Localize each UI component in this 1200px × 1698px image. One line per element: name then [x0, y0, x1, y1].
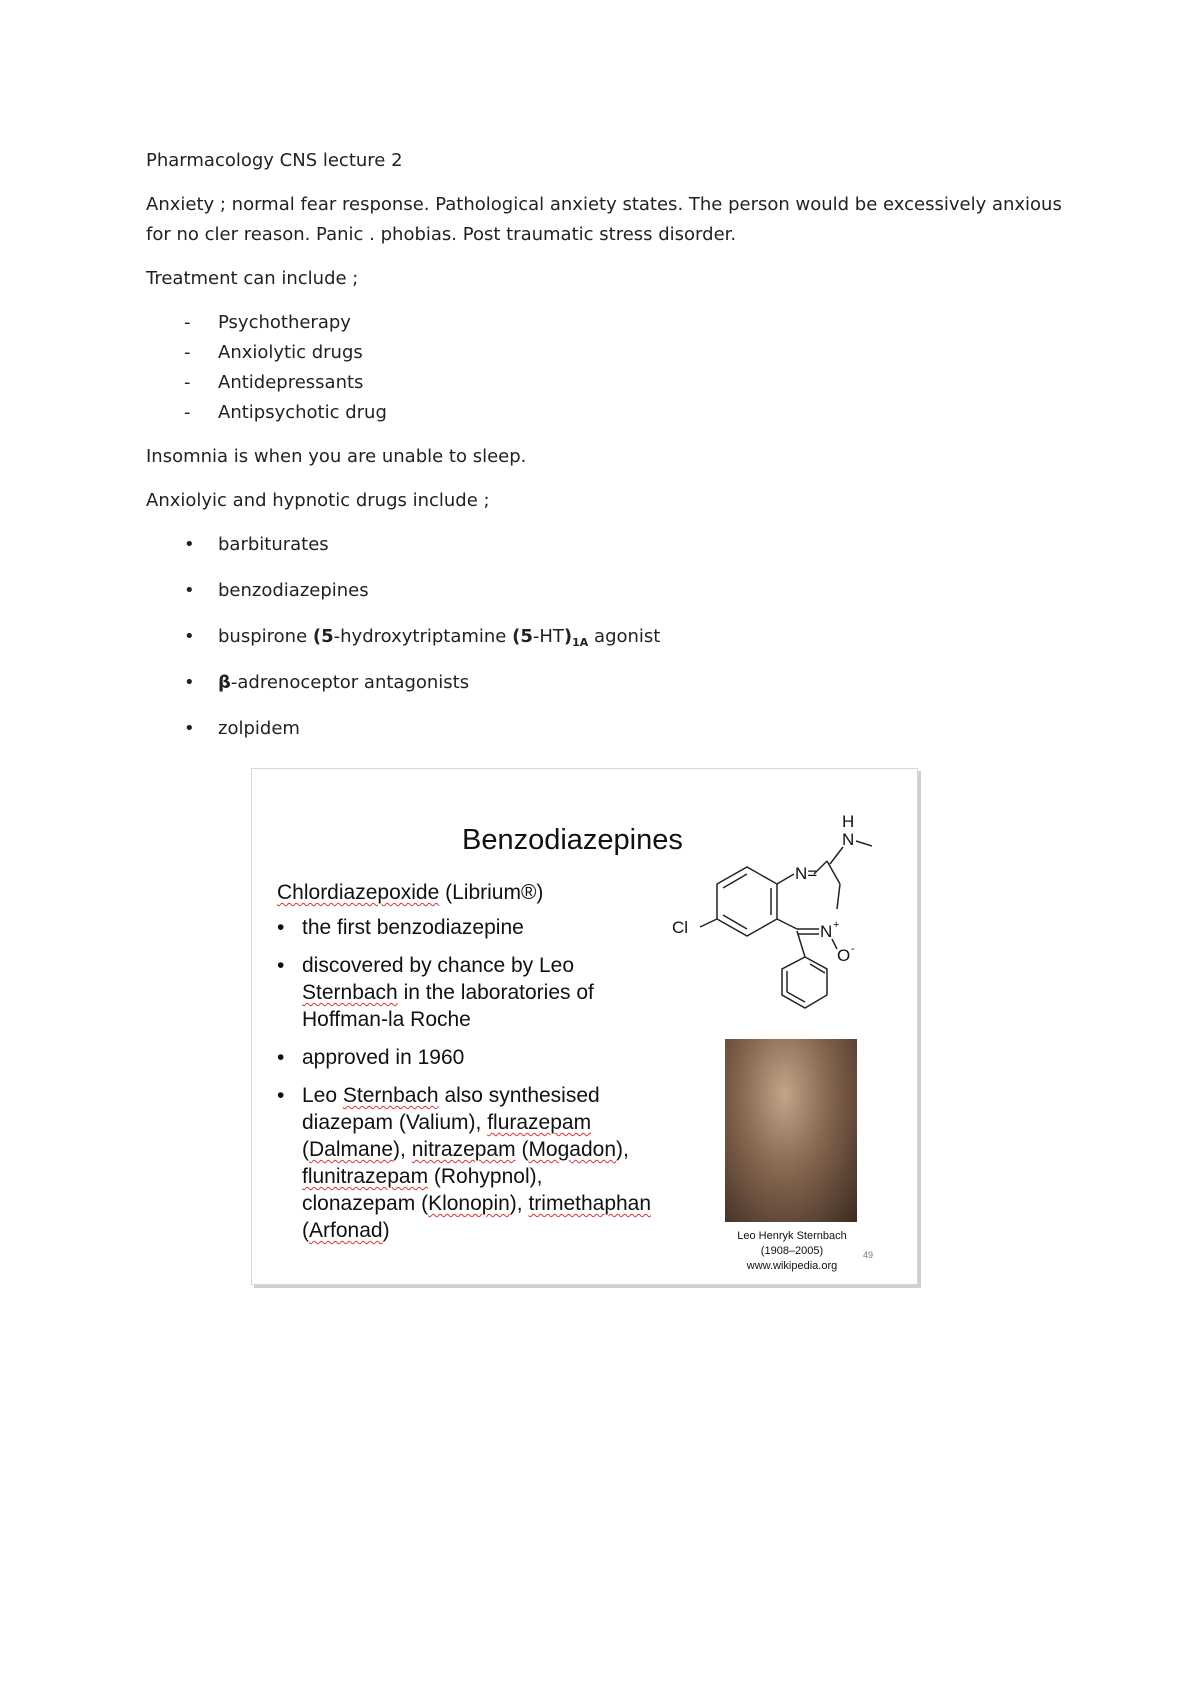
drug-item-text: barbiturates — [218, 534, 329, 555]
dash-marker: - — [184, 312, 191, 333]
atom-label: H — [842, 812, 855, 831]
list-item — [277, 914, 657, 941]
list-item — [146, 368, 1086, 398]
text-fragment: -HT — [532, 626, 564, 647]
text-fragment: flurazepam — [487, 1111, 592, 1134]
chlordiazepoxide-structure-diagram — [672, 799, 872, 1019]
embedded-slide — [251, 768, 918, 1285]
charge-label: + — [833, 919, 840, 931]
text-fragment: buspirone — [218, 626, 313, 647]
text-fragment: flunitrazepam — [302, 1165, 429, 1188]
text-fragment: ), — [616, 1138, 629, 1161]
text-fragment: discovered by chance by Leo — [302, 954, 575, 977]
bond — [856, 841, 872, 846]
list-item — [146, 622, 1086, 652]
text-fragment: Sternbach — [302, 981, 398, 1004]
list-item — [277, 952, 657, 1033]
slide-title: Benzodiazepines — [462, 824, 683, 856]
atom-label: O — [837, 946, 851, 965]
caption-years: (1908–2005) — [760, 1245, 824, 1257]
text-fragment: Arfonad — [309, 1219, 383, 1242]
slide-body — [277, 879, 657, 1255]
caption-source: www.wikipedia.org — [746, 1260, 838, 1272]
text-fragment: ( — [302, 1138, 309, 1161]
bullet-marker: • — [184, 626, 195, 647]
treatment-item-text: Antipsychotic drug — [218, 402, 387, 423]
text-fragment: Chlordiazepoxide — [277, 881, 440, 904]
treatment-item-text: Anxiolytic drugs — [218, 342, 363, 363]
atom-label: N — [842, 830, 855, 849]
bond — [830, 847, 843, 864]
bond — [827, 861, 840, 884]
text-fragment: Sternbach — [342, 1084, 439, 1107]
bond — [837, 884, 840, 909]
slide-heading — [277, 879, 657, 906]
document-title: Pharmacology CNS lecture 2 — [146, 150, 403, 171]
bond — [797, 931, 805, 957]
text-fragment: ), — [393, 1138, 412, 1161]
text-fragment: Mogadon — [528, 1138, 617, 1161]
drugs-list — [146, 530, 1086, 744]
text-fragment: (Librium®) — [439, 881, 544, 904]
slide-page-number: 49 — [863, 1250, 874, 1260]
dash-marker: - — [184, 402, 191, 423]
bond — [700, 919, 717, 927]
treatment-list — [146, 308, 1086, 428]
bond — [777, 919, 797, 929]
atom-label: N= — [795, 864, 818, 883]
text-fragment: in the laboratories of Hoffman-la Roche — [302, 981, 594, 1031]
list-item — [146, 338, 1086, 368]
bullet-marker: • — [277, 954, 285, 977]
double-bond — [723, 915, 747, 929]
bullet-marker: • — [184, 580, 195, 601]
drug-item-text: benzodiazepines — [218, 580, 369, 601]
text-fragment: ) — [382, 1219, 390, 1242]
atom-label: Cl — [672, 918, 689, 937]
list-item — [146, 668, 1086, 698]
bullet-marker: • — [277, 1084, 285, 1107]
dash-marker: - — [184, 342, 191, 363]
text-fragment: trimethaphan — [528, 1192, 652, 1215]
subscript: 1A — [572, 636, 589, 649]
drug-item-text — [218, 626, 660, 647]
bullet-marker: • — [184, 672, 195, 693]
double-bond — [787, 992, 805, 1002]
list-item — [277, 1082, 657, 1244]
text-fragment: ( — [515, 1138, 529, 1161]
text-fragment: Leo — [302, 1084, 343, 1107]
benzene-ring — [717, 867, 777, 936]
text-fragment: (5 — [512, 626, 533, 647]
text-fragment: nitrazepam — [411, 1138, 516, 1161]
text-fragment: ) — [563, 626, 573, 647]
treatment-item-text: Psychotherapy — [218, 312, 351, 333]
caption-name: Leo Henryk Sternbach — [737, 1230, 847, 1242]
bullet-marker: • — [184, 718, 195, 739]
text-fragment: -hydroxytriptamine — [333, 626, 513, 647]
drugs-intro: Anxiolyic and hypnotic drugs include ; — [146, 490, 490, 511]
treatment-intro: Treatment can include ; — [146, 268, 359, 289]
double-bond — [810, 964, 825, 973]
bond — [777, 874, 794, 884]
dash-marker: - — [184, 372, 191, 393]
list-item — [146, 714, 1086, 744]
text-fragment: Dalmane — [309, 1138, 394, 1161]
photo-caption — [692, 1229, 892, 1274]
slide-bullet-list — [277, 914, 657, 1244]
text-fragment: -adrenoceptor antagonists — [230, 672, 470, 693]
double-bond — [723, 874, 747, 888]
drug-item-text — [218, 672, 469, 693]
text-fragment: ( — [302, 1219, 309, 1242]
drug-item-text: zolpidem — [218, 718, 300, 739]
portrait-photo — [725, 1039, 857, 1222]
text-fragment: ), — [509, 1192, 529, 1215]
bullet-marker: • — [277, 1046, 285, 1069]
anxiety-paragraph: Anxiety ; normal fear response. Pathological anxiety states. The person would be excessively anxious for no cler reason. Panic . phobias. Post traumatic stress disorder. — [146, 194, 1062, 245]
list-item — [146, 398, 1086, 428]
text-fragment: (Rohypnol), clonazepam ( — [302, 1165, 543, 1215]
treatment-item-text: Antidepressants — [218, 372, 364, 393]
list-item — [277, 1044, 657, 1071]
list-item — [146, 576, 1086, 606]
text-fragment: approved in 1960 — [302, 1046, 465, 1069]
beta-symbol: β — [218, 672, 231, 693]
bullet-marker: • — [277, 916, 285, 939]
text-fragment: also synthesised diazepam (Valium), — [302, 1084, 600, 1134]
list-item — [146, 308, 1086, 338]
text-fragment: the first benzodiazepine — [302, 916, 524, 939]
text-fragment: Klonopin — [428, 1192, 510, 1215]
bullet-marker: • — [184, 534, 195, 555]
document-body — [146, 146, 1086, 760]
phenyl-ring — [782, 957, 827, 1008]
atom-label: N — [820, 922, 833, 941]
text-fragment: agonist — [588, 626, 661, 647]
insomnia-sentence: Insomnia is when you are unable to sleep. — [146, 446, 527, 467]
text-fragment: (5 — [312, 626, 334, 647]
list-item — [146, 530, 1086, 560]
charge-label: - — [851, 943, 855, 955]
